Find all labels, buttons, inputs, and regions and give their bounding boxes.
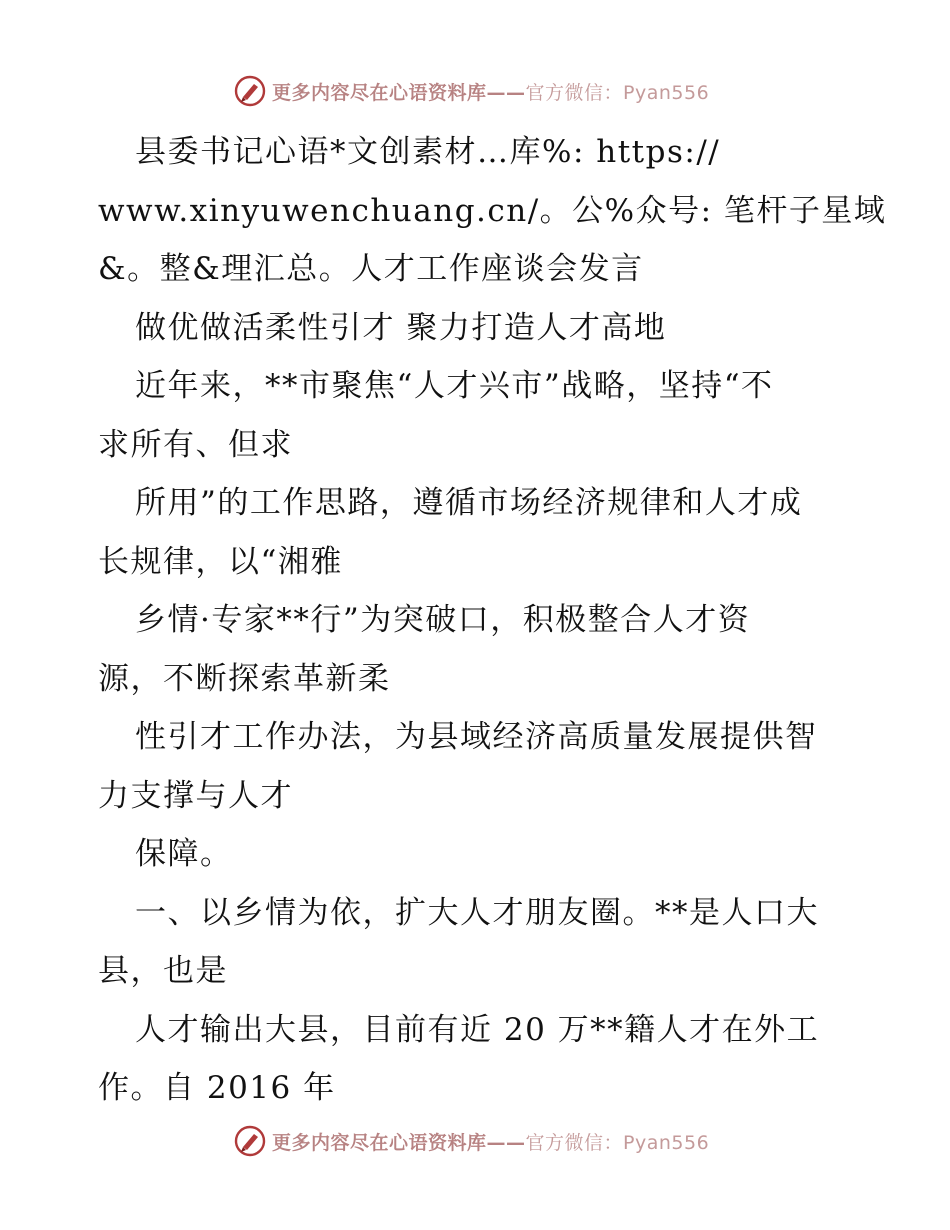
document-title: 做优做活柔性引才 聚力打造人才高地 bbox=[135, 309, 667, 346]
document-body bbox=[98, 123, 887, 1118]
text-line: www.xinyuwenchuang.cn/。公%众号: 笔杆子星域 bbox=[98, 192, 887, 229]
watermark-separator: —— bbox=[486, 81, 526, 104]
text-line: 乡情·专家**行”为突破口，积极整合人才资 bbox=[135, 602, 751, 638]
header-watermark bbox=[234, 71, 709, 111]
text-line: &。整&理汇总。人才工作座谈会发言 bbox=[98, 251, 644, 287]
pen-seal-logo-icon bbox=[234, 75, 266, 107]
footer-watermark bbox=[234, 1121, 709, 1161]
text-line: 长规律，以“湘雅 bbox=[98, 543, 343, 580]
text-line: 求所有、但求 bbox=[98, 426, 293, 463]
watermark-text bbox=[272, 1128, 709, 1155]
watermark-main: 更多内容尽在心语资料库 bbox=[272, 81, 487, 104]
text-line: 保障。 bbox=[135, 836, 233, 872]
watermark-text bbox=[272, 78, 709, 105]
watermark-wechat: 官方微信：Pyan556 bbox=[525, 1131, 710, 1154]
text-line: 县，也是 bbox=[98, 953, 228, 989]
text-line: 源，不断探索革新柔 bbox=[98, 660, 391, 697]
section-heading: 一、以乡情为依，扩大人才朋友圈。**是人口大 bbox=[135, 894, 819, 931]
watermark-wechat: 官方微信：Pyan556 bbox=[525, 81, 710, 104]
text-line: 所用”的工作思路，遵循市场经济规律和人才成 bbox=[135, 485, 803, 521]
watermark-main: 更多内容尽在心语资料库 bbox=[272, 1131, 487, 1154]
text-line: 人才输出大县，目前有近 20 万**籍人才在外工 bbox=[135, 1011, 820, 1048]
watermark-separator: —— bbox=[486, 1131, 526, 1154]
text-line: 县委书记心语*文创素材…库%: https:// bbox=[135, 134, 721, 170]
text-line: 近年来，**市聚焦“人才兴市”战略，坚持“不 bbox=[135, 368, 774, 404]
text-line: 力支撑与人才 bbox=[98, 777, 293, 814]
text-line: 性引才工作办法，为县域经济高质量发展提供智 bbox=[135, 719, 818, 755]
pen-seal-logo-icon bbox=[234, 1125, 266, 1157]
text-line: 作。自 2016 年 bbox=[98, 1070, 336, 1106]
